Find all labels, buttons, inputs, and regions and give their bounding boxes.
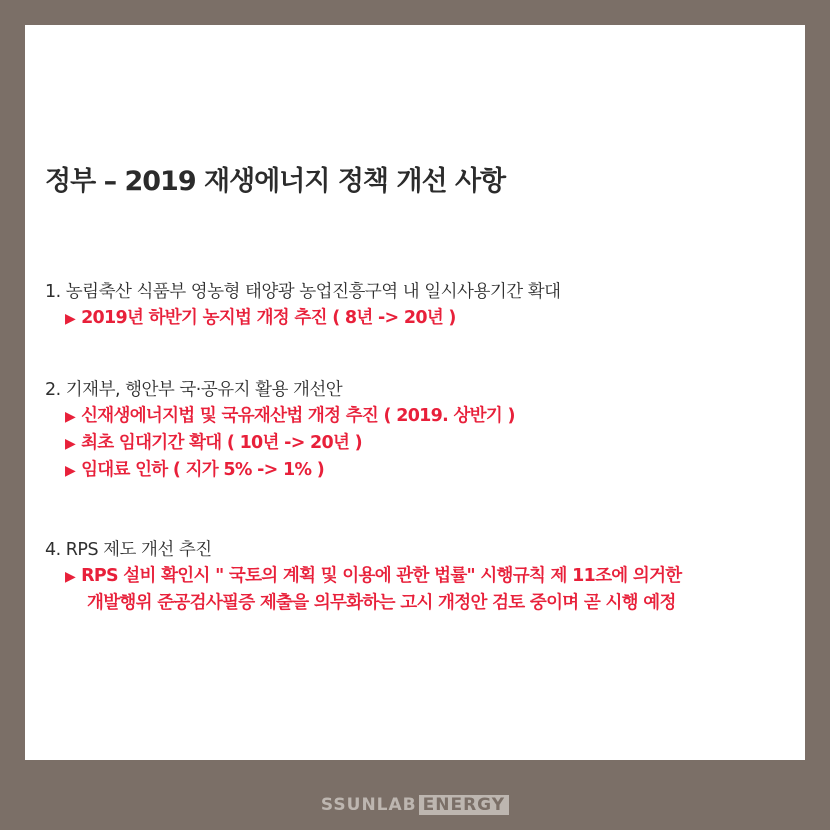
arrow-icon: ▶ — [65, 569, 76, 585]
list-item — [45, 403, 515, 430]
list-item — [45, 305, 561, 332]
item-text: 2019년 하반기 농지법 개정 추진 ( 8년 -> 20년 ) — [81, 308, 456, 328]
item-text: 신재생에너지법 및 국유재산법 개정 추진 ( 2019. 상반기 ) — [81, 406, 515, 426]
arrow-icon: ▶ — [65, 311, 76, 327]
section-1 — [45, 279, 561, 332]
item-text: 임대료 인하 ( 지가 5% -> 1% ) — [81, 460, 325, 480]
list-item — [45, 430, 515, 457]
arrow-icon: ▶ — [65, 436, 76, 452]
list-item — [45, 563, 682, 590]
list-item — [45, 457, 515, 484]
section-heading: 4. RPS 제도 개선 추진 — [45, 540, 212, 560]
item-text: RPS 설비 확인시 " 국토의 계획 및 이용에 관한 법률" 시행규칙 제 11조에 의거한 — [81, 566, 682, 586]
item-text: 최초 임대기간 확대 ( 10년 -> 20년 ) — [81, 433, 362, 453]
section-heading: 2. 기재부, 행안부 국·공유지 활용 개선안 — [45, 380, 343, 400]
brand-logo — [0, 795, 830, 815]
page-title: 정부 – 2019 재생에너지 정책 개선 사항 — [45, 166, 506, 197]
arrow-icon: ▶ — [65, 463, 76, 479]
brand-name: SSUNLAB — [320, 795, 417, 815]
section-heading: 1. 농림축산 식품부 영농형 태양광 농업진흥구역 내 일시사용기간 확대 — [45, 282, 561, 302]
section-2 — [45, 377, 515, 484]
list-item-continuation: 개발행위 준공검사필증 제출을 의무화하는 고시 개정안 검토 중이며 곧 시행 예정 — [87, 593, 676, 613]
section-4 — [45, 537, 682, 616]
content-card — [25, 25, 805, 760]
brand-suffix: ENERGY — [419, 795, 509, 815]
arrow-icon: ▶ — [65, 409, 76, 425]
